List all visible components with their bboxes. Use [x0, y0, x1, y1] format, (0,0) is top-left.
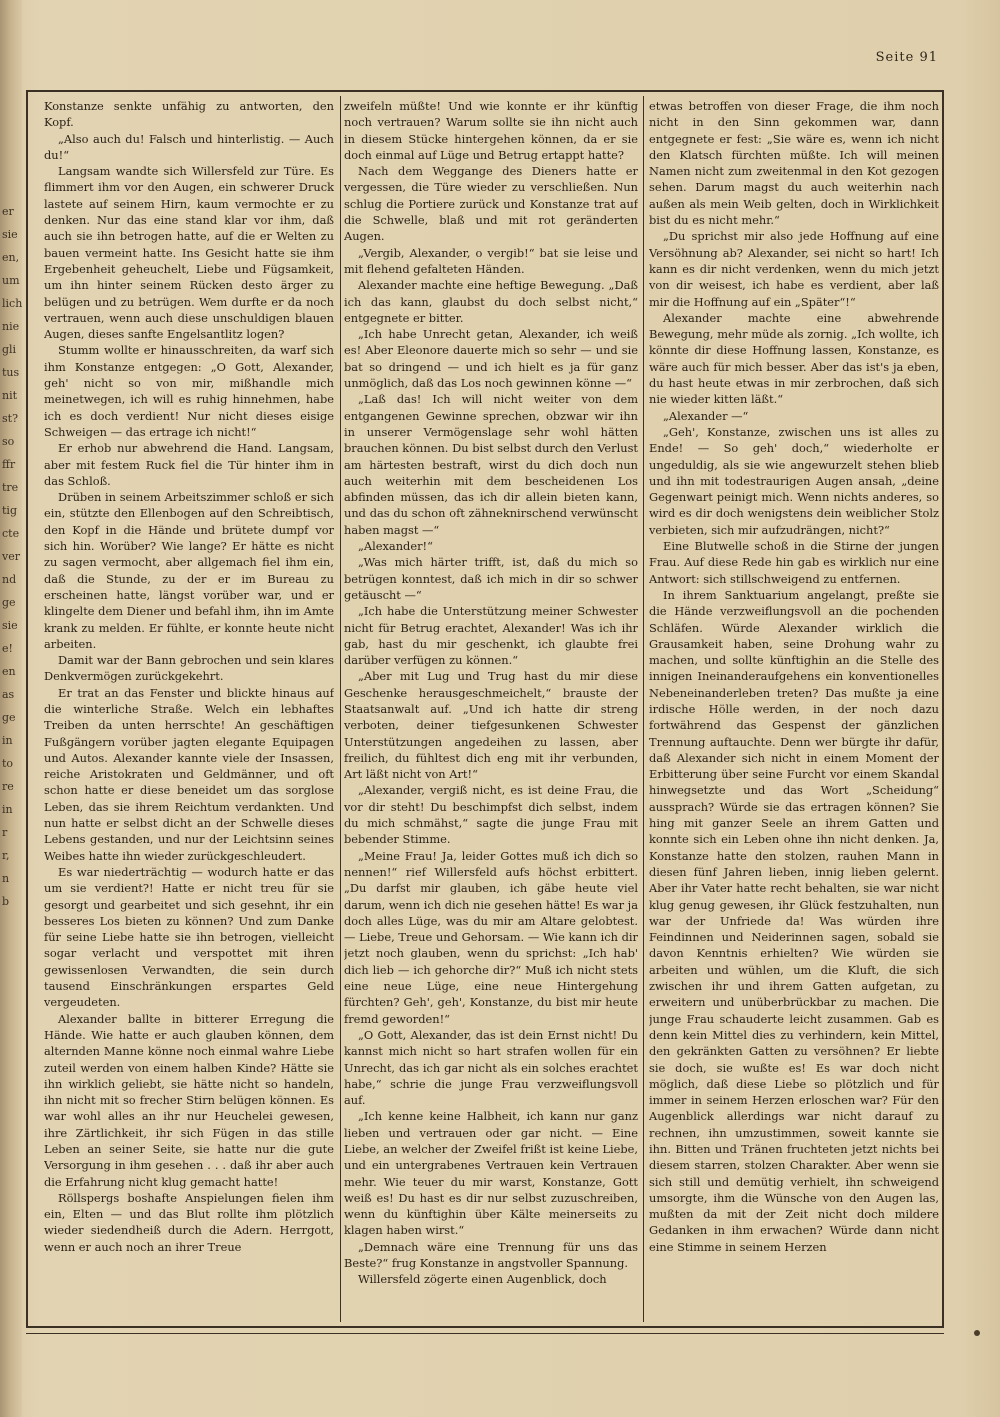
spine-fragment: nie — [2, 320, 20, 333]
paragraph: „Also auch du! Falsch und hinterlistig. — Auch du!“ — [44, 131, 334, 162]
paragraph: „Alexander!“ — [358, 539, 433, 554]
spine-fragment: r — [2, 826, 8, 839]
paragraph: Er erhob nur abwehrend die Hand. Langsam, aber mit festem Ruck fiel die Tür hinter ihm in das Schloß. — [44, 441, 334, 488]
paragraph: Es war niederträchtig — wodurch hatte er das um sie verdient?! Hatte er nicht treu für sie gesorgt und gearbeitet und sich gesehnt, ihr ein besseres Los bieten zu können? Und zum Danke für seine Liebe hatte sie ihn betrogen, vielleicht sogar verlacht und verspottet mit ihren gewissenlosen Verwandten, die sein durch tausend Einschränkungen erspartes Geld vergeudeten. — [44, 864, 334, 1010]
spine-fragment: tre — [2, 481, 19, 494]
spine-fragment: e! — [2, 642, 13, 655]
spine-fragment: ver — [2, 550, 20, 563]
paragraph: „Ich kenne keine Halbheit, ich kann nur ganz lieben und vertrauen oder gar nicht. — Eine Liebe, an welcher der Zweifel frißt ist keine Liebe, und ein untergrabenes Vertrauen kein Vertrauen mehr. Wie teuer du mir warst, Konstanze, Gott weiß es! Du hast es dir nur selbst zuzuschreiben, wenn du künftighin über Kälte meinerseits zu klagen haben wirst.“ — [344, 1109, 638, 1238]
paragraph: „Laß das! Ich will nicht weiter von dem entgangenen Gewinne sprechen, obzwar wir ihn in unserer Vermögenslage sehr wohl hätten brauchen können. Du bist selbst durch den Verlust am härtesten bestraft, wirst du dich doch nun auch weiterhin mit dem bescheidenen Los abfinden müssen, das ich dir allein bieten kann, und das du schon oft zähneknirschend verwünscht haben magst —“ — [344, 392, 638, 537]
page-number: Seite 91 — [875, 50, 938, 65]
text-column-middle — [344, 98, 638, 1320]
spine-fragment: re — [2, 780, 14, 793]
text-column-right — [649, 98, 939, 1320]
paragraph: „O Gott, Alexander, das ist dein Ernst nicht! Du kannst mich nicht so hart strafen wollen für ein Unrecht, das ich gar nicht als ein solches erachtet habe,“ schrie die junge Frau verzweiflungsvoll auf. — [344, 1027, 638, 1108]
paragraph: „Alexander —“ — [663, 408, 749, 423]
paragraph: „Alexander, vergiß nicht, es ist deine Frau, die vor dir steht! Du beschimpfst dich selbst, indem du mich schmähst,“ sagte die junge Frau mit bebender Stimme. — [344, 783, 638, 847]
paragraph: Willersfeld zögerte einen Augenblick, doch — [358, 1272, 607, 1287]
paragraph: Eine Blutwelle schoß in die Stirne der jungen Frau. Auf diese Rede hin gab es wirklich nur eine Antwort: sich stillschweigend zu entfernen. — [649, 539, 939, 586]
spine-fragment: um — [2, 274, 20, 287]
spine-fragment: tus — [2, 366, 20, 379]
spine-fragment: sie — [2, 228, 18, 241]
column-divider — [340, 96, 341, 1322]
paragraph: Alexander machte eine heftige Bewegung. „Daß ich das kann, glaubst du doch selbst nicht,“ entgegnete er bitter. — [344, 278, 638, 325]
spine-fragment: en — [2, 665, 16, 678]
paragraph: Damit war der Bann gebrochen und sein klares Denkvermögen zurückgekehrt. — [44, 653, 334, 684]
paragraph: Er trat an das Fenster und blickte hinaus auf die winterliche Straße. Welch ein lebhaftes Treiben da unten herrschte! An geschäftigen Fußgängern vorüber jagten elegante Equipagen und Autos. Alexander kannte viele der Insassen, reiche Aristokraten und Geldmänner, und oft schon hatte er diese beneidet um das sorglose Leben, das sie ihrem Reichtum verdankten. Und nun hatte er selbst dicht an der Schwelle dieses Lebens gestanden, und nur der Leichtsinn seines Weibes hatte ihn wieder zurückgeschleudert. — [44, 685, 334, 863]
spine-fragment: gli — [2, 343, 17, 356]
spine-fragment: in — [2, 734, 13, 747]
paragraph: „Geh', Konstanze, zwischen uns ist alles zu Ende! — So geh' doch,“ wiederholte er ungeduldig, als sie wie angewurzelt stehen blieb und ihn mit todestraurigen Augen ansah, „deine Gegenwart peinigt mich. Wenn nichts anderes, so wird es dir doch wenigstens dein weiblicher Stolz verbieten, sich mir aufzudrängen, nicht?“ — [649, 424, 939, 537]
spine-fragment: lich — [2, 297, 23, 310]
spine-fragment: en, — [2, 251, 20, 264]
paragraph: Röllspergs boshafte Anspielungen fielen ihm ein, Elten — und das Blut rollte ihm plötzlich wieder siedendheiß durch die Adern. Herrgott, wenn er auch noch an ihrer Treue — [44, 1190, 334, 1254]
paragraph: Nach dem Weggange des Dieners hatte er vergessen, die Türe wieder zu verschließen. Nun schlug die Portiere zurück und Konstanze trat auf die Schwelle, blaß und mit rot geränderten Augen. — [344, 164, 638, 244]
paragraph: „Ich habe Unrecht getan, Alexander, ich weiß es! Aber Eleonore dauerte mich so sehr — und sie bat so dringend — und ich hielt es ja für ganz unmöglich, daß das Los noch gewinnen könne —“ — [344, 327, 638, 391]
spine-fragment: tig — [2, 504, 17, 517]
spine-fragment: sie — [2, 619, 18, 632]
paragraph: „Demnach wäre eine Trennung für uns das Beste?“ frug Konstanze in angstvoller Spannung. — [344, 1239, 638, 1271]
column-divider — [643, 96, 644, 1322]
spine-fragment: ge — [2, 596, 16, 609]
paragraph: etwas betroffen von dieser Frage, die ihm noch nicht in den Sinn gekommen war, dann entgegnete er fest: „Sie wäre es, wenn ich nicht den Klatsch fürchten müßte. Ich will meinen Namen nicht zum zweitenmal in den Kot gezogen sehen. Darum magst du auch weiterhin nach außen als mein Weib gelten, doch in Wirklichkeit bist du es nicht mehr.“ — [649, 99, 939, 228]
spine-fragment: st? — [2, 412, 18, 425]
spine-fragment: n — [2, 872, 10, 885]
text-column-left — [44, 98, 334, 1320]
paragraph: Alexander ballte in bitterer Erregung die Hände. Wie hatte er auch glauben können, dem alternden Manne könne noch einmal wahre Liebe zuteil werden von einem halben Kinde? Hätte sie ihn wirklich geliebt, sie hätte nicht so handeln, ihn nicht mit so frecher Stirn belügen können. Es war wohl alles an ihr nur Heuchelei gewesen, ihre Zärtlichkeit, ihr sich Fügen in das stille Leben an seiner Seite, sie hatte nur die gute Versorgung in ihm gesehen . . . daß ihr aber auch die Erfahrung nicht klug gemacht hatte! — [44, 1011, 334, 1189]
spine-fragment: in — [2, 803, 13, 816]
spine-fragment: nd — [2, 573, 17, 586]
spine-fragment: as — [2, 688, 15, 701]
binding-edge — [0, 0, 22, 1417]
spine-fragment: r, — [2, 849, 10, 862]
spine-fragment: nit — [2, 389, 18, 402]
paragraph: „Vergib, Alexander, o vergib!“ bat sie leise und mit flehend gefalteten Händen. — [344, 245, 638, 276]
paragraph: Drüben in seinem Arbeitszimmer schloß er sich ein, stützte den Ellenbogen auf den Schreibtisch, den Kopf in die Hände und brütete dumpf vor sich hin. Worüber? Wie lange? Er hätte es nicht zu sagen vermocht, aber allgemach fiel ihm ein, daß die Stunde, zu der er im Bureau zu erscheinen hatte, längst vorüber war, und er klingelte dem Diener und befahl ihm, ihn im Amte krank zu melden. Er fühlte, er konnte heute nicht arbeiten. — [44, 490, 334, 651]
paragraph: Alexander machte eine abwehrende Bewegung, mehr müde als zornig. „Ich wollte, ich könnte dir diese Hoffnung lassen, Konstanze, es wäre auch für mich besser. Aber das ist's ja eben, du hast heute etwas in mir zerbrochen, daß sich nie wieder kitten läßt.“ — [649, 310, 939, 407]
paragraph: „Meine Frau! Ja, leider Gottes muß ich dich so nennen!“ rief Willersfeld aufs höchst erbittert. „Du darfst mir glauben, ich gäbe heute viel darum, wenn ich dich nie gesehen hätte! Es war ja doch alles Lüge, was du mir am Altare gelobtest. — Liebe, Treue und Gehorsam. — Wie kann ich dir jetzt noch glauben, wenn du sprichst: „Ich hab' dich lieb — ich gehorche dir?“ Muß ich nicht stets eine neue Lüge, eine neue Hintergehung fürchten? Geh', geh', Konstanze, du bist mir heute fremd geworden!“ — [344, 848, 638, 1026]
paragraph: „Du sprichst mir also jede Hoffnung auf eine Versöhnung ab? Alexander, sei nicht so hart! Ich kann es dir nicht verdenken, wenn du mich jetzt von dir weisest, ich habe es verdient, aber laß mir die Hoffnung auf ein „Später“!“ — [649, 229, 939, 309]
spine-fragment: ffr — [2, 458, 16, 471]
spine-fragment: ge — [2, 711, 16, 724]
spine-fragment: so — [2, 435, 15, 448]
paragraph: In ihrem Sanktuarium angelangt, preßte sie die Hände verzweiflungsvoll an die pochenden Schläfen. Würde Alexander wirklich die Grausamkeit haben, seine Drohung wahr zu machen, und sollte künftighin an die Stelle des innigen Ineinanderaufgehens ein konventionelles Nebeneinanderleben treten? Das mußte ja eine irdische Hölle werden, in der noch dazu fortwährend das Gespenst der gänzlichen Trennung auftauchte. Denn wer bürgte ihr dafür, daß Alexander sich nicht in einem Moment der Erbitterung über seine Furcht vor einem Skandal hinwegsetzte und das Wort „Scheidung“ aussprach? Würde sie das ertragen können? Sie hing mit ganzer Seele an ihrem Gatten und konnte sich ein Leben ohne ihn nicht denken. Ja, Konstanze hatte den stolzen, rauhen Mann in diesen fünf Jahren lieben, innig lieben gelernt. Aber ihr Vater hatte recht behalten, sie war nicht klug genug gewesen, ihr Glück festzuhalten, nun war der Unfriede da! Was würden ihre Feindinnen und Neiderinnen sagen, sobald sie davon Kenntnis erhielten? Wie würden sie arbeiten und wühlen, um die Kluft, die sich zwischen ihr und ihrem Gatten aufgetan, zu erweitern und unüberbrückbar zu machen. Die junge Frau schauderte leicht zusammen. Gab es denn kein Mittel dies zu verhindern, kein Mittel, den gekränkten Gatten zu versöhnen? Er liebte sie doch, sie wußte es! Es war doch nicht möglich, daß diese Liebe so plötzlich und für immer in seinem Herzen erloschen war? Für den Augenblick allerdings war nicht darauf zu rechnen, ihn umzustimmen, soweit kannte sie ihn. Bitten und Tränen fruchteten jetzt nichts bei diesem starren, stolzen Charakter. Aber wenn sie sich still und demütig verhielt, ihn schweigend umsorgte, ihm die Wünsche von den Augen las, mußten da mit der Zeit nicht doch mildere Gedanken in ihm erwachen? Würde dann nicht eine Stimme in seinem Herzen — [649, 587, 939, 1254]
paragraph: „Ich habe die Unterstützung meiner Schwester nicht für Betrug erachtet, Alexander! Was ich ihr gab, hast du mir geschenkt, ich glaubte frei darüber verfügen zu können.“ — [344, 604, 638, 668]
paragraph: „Was mich härter trifft, ist, daß du mich so betrügen konntest, daß ich mich in dir so schwer getäuscht —“ — [344, 555, 638, 602]
spine-fragment: cte — [2, 527, 20, 540]
paragraph: Langsam wandte sich Willersfeld zur Türe. Es flimmert ihm vor den Augen, ein schwerer Druck lastete auf seinem Hirn, kaum vermochte er zu denken. Nur das eine stand klar vor ihm, daß auch sie ihn betrogen hatte, auf die er Welten zu bauen vermeint hatte. Ins Gesicht hatte sie ihm Ergebenheit geheuchelt, Liebe und Fügsamkeit, um ihn hinter seinem Rücken desto ärger zu belügen und zu betrügen. Wem durfte er da noch vertrauen, wenn auch diese unschuldigen blauen Augen, dieses sanfte Engelsantlitz logen? — [44, 164, 334, 342]
ink-spot — [974, 1330, 980, 1336]
spine-fragment: b — [2, 895, 10, 908]
paragraph: Stumm wollte er hinausschreiten, da warf sich ihm Konstanze entgegen: „O Gott, Alexander, geh' nicht so von mir, mißhandle mich meinetwegen, ich will es ruhig hinnehmen, habe ich es doch verdient! Nur nicht dieses eisige Schweigen — das ertrage ich nicht!“ — [44, 343, 334, 439]
paragraph: „Aber mit Lug und Trug hast du mir diese Geschenke herausgeschmeichelt,“ brauste der Staatsanwalt auf. „Und ich hatte dir streng verboten, deiner tiefgesunkenen Schwester Unterstützungen angedeihen zu lassen, aber freilich, du fühltest dich eng mit ihr verbunden, Art läßt nicht von Art!“ — [344, 669, 638, 782]
paragraph: zweifeln müßte! Und wie konnte er ihr künftig noch vertrauen? Warum sollte sie ihn nicht auch in diesem Stücke hintergehen können, da er sie doch einmal auf Lüge und Betrug ertappt hatte? — [344, 99, 638, 162]
spine-fragment: er — [2, 205, 14, 218]
adjacent-page-fragments — [2, 200, 24, 913]
paragraph: Konstanze senkte unfähig zu antworten, den Kopf. — [44, 99, 334, 130]
spine-fragment: to — [2, 757, 14, 770]
